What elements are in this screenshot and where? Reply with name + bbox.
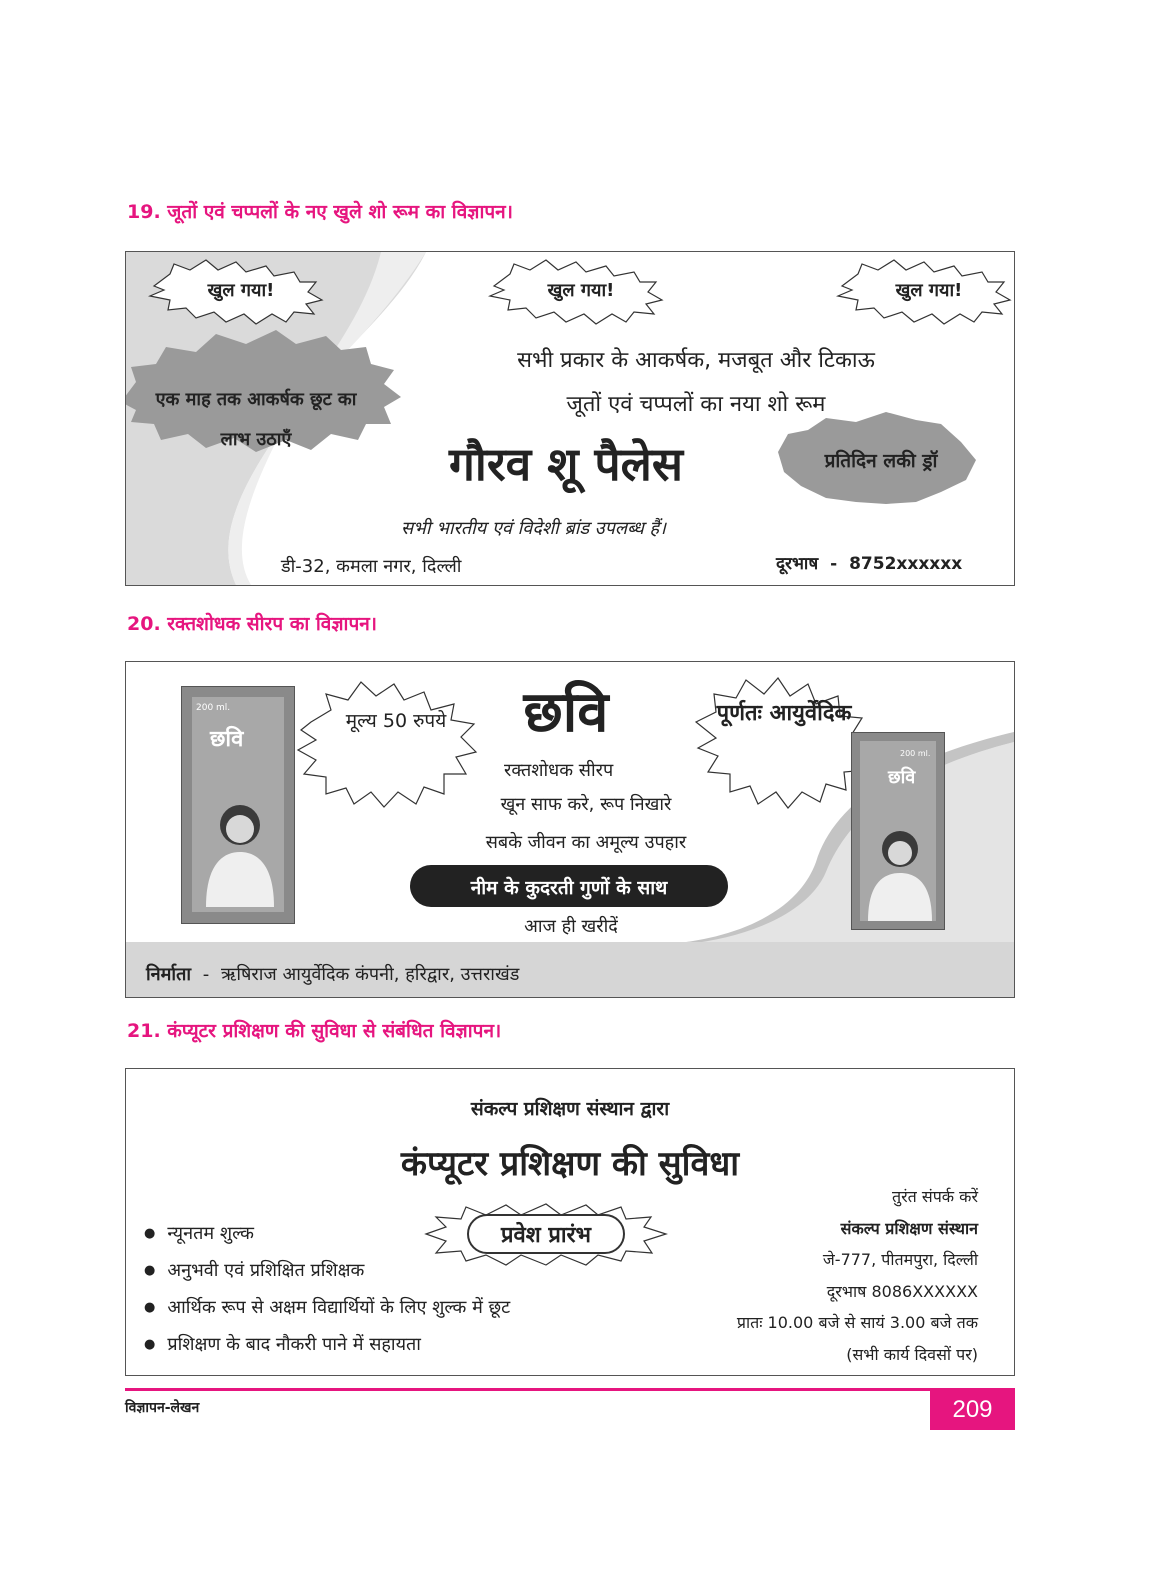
phone-separator: - bbox=[830, 554, 838, 574]
contact-timing: प्रातः 10.00 बजे से सायं 3.00 बजे तक bbox=[736, 1313, 978, 1332]
neem-text: नीम के कुदरती गुणों के साथ bbox=[470, 877, 668, 899]
buy-today: आज ही खरीदें bbox=[524, 916, 618, 937]
syrup-bottle-left bbox=[181, 686, 295, 924]
list-item: ● आर्थिक रूप से अक्षम विद्यार्थियों के लिए शुल्क में छूट bbox=[144, 1289, 510, 1326]
maker-label: निर्माता bbox=[146, 964, 191, 985]
contact-cta: तुरंत संपर्क करें bbox=[892, 1187, 978, 1206]
bottle-volume-left: 200 ml. bbox=[196, 703, 231, 713]
footer-section-title: विज्ञापन-लेखन bbox=[125, 1400, 200, 1416]
price-text: मूल्य 50 रुपये bbox=[345, 710, 447, 732]
lucky-draw-text: प्रतिदिन लकी ड्रॉ bbox=[824, 450, 938, 472]
features-list bbox=[144, 1215, 510, 1363]
syrup-brand-logo: छवि bbox=[523, 680, 609, 745]
offer-text: एक माह तक आकर्षक छूट का लाभ उठाएँ bbox=[155, 389, 357, 450]
heading-ad-19: 19. जूतों एवं चप्पलों के नए खुले शो रूम का विज्ञापन। bbox=[127, 201, 513, 223]
contact-address: जे-777, पीतमपुरा, दिल्ली bbox=[822, 1250, 978, 1269]
shop-address: डी-32, कमला नगर, दिल्ली bbox=[281, 556, 462, 577]
phone-number: 8752xxxxxx bbox=[849, 554, 963, 574]
woman-photo-right bbox=[860, 825, 936, 921]
list-item: ● अनुभवी एवं प्रशिक्षित प्रशिक्षक bbox=[144, 1252, 510, 1289]
price-burst bbox=[298, 682, 476, 807]
tagline-2: सबके जीवन का अमूल्य उपहार bbox=[485, 832, 687, 853]
ayurvedic-burst bbox=[696, 678, 871, 808]
bottle-brand-right: छवि bbox=[888, 767, 916, 788]
training-title: कंप्यूटर प्रशिक्षण की सुविधा bbox=[400, 1144, 740, 1184]
ad19-line-2: जूतों एवं चप्पलों का नया शो रूम bbox=[566, 392, 826, 417]
ad-shoe-palace bbox=[125, 251, 1015, 586]
brands-line: सभी भारतीय एवं विदेशी ब्रांड उपलब्ध हैं। bbox=[401, 518, 666, 539]
contact-phone: दूरभाष 8086XXXXXX bbox=[826, 1281, 978, 1301]
contact-days: (सभी कार्य दिवसों पर) bbox=[846, 1344, 978, 1364]
list-item: ● प्रशिक्षण के बाद नौकरी पाने में सहायता bbox=[144, 1326, 510, 1363]
burst-label-left: खुल गया! bbox=[207, 280, 275, 301]
contact-block bbox=[737, 1181, 978, 1370]
heading-ad-21: 21. कंप्यूटर प्रशिक्षण की सुविधा से संबंधित विज्ञापन। bbox=[127, 1020, 502, 1042]
list-item: ● न्यूनतम शुल्क bbox=[144, 1215, 510, 1252]
ayurvedic-text: पूर्णतः आयुर्वेदिक bbox=[716, 701, 852, 726]
maker-name: ऋषिराज आयुर्वेदिक कंपनी, हरिद्वार, उत्तराखंड bbox=[220, 964, 520, 985]
burst-label-right: खुल गया! bbox=[895, 280, 963, 301]
heading-ad-20: 20. रक्तशोधक सीरप का विज्ञापन। bbox=[127, 613, 377, 635]
shop-phone bbox=[776, 551, 962, 574]
product-type: रक्तशोधक सीरप bbox=[504, 760, 614, 781]
bottle-volume-right: 200 ml. bbox=[900, 749, 931, 758]
tagline-1: खून साफ करे, रूप निखारे bbox=[500, 794, 672, 815]
bottle-brand-left: छवि bbox=[210, 727, 244, 752]
syrup-bottle-right bbox=[851, 732, 945, 930]
footer-rule bbox=[125, 1388, 1015, 1391]
org-line: संकल्प प्रशिक्षण संस्थान द्वारा bbox=[470, 1098, 670, 1120]
manufacturer-line bbox=[146, 962, 519, 986]
phone-label: दूरभाष bbox=[776, 554, 819, 574]
ad-computer-training bbox=[125, 1068, 1015, 1376]
maker-separator: - bbox=[202, 964, 210, 985]
burst-label-center: खुल गया! bbox=[547, 280, 615, 301]
ad-chhavi-syrup bbox=[125, 661, 1015, 998]
woman-photo-left bbox=[196, 797, 280, 907]
page-number: 209 bbox=[930, 1390, 1015, 1430]
admission-text: प्रवेश प्रारंभ bbox=[500, 1223, 592, 1248]
shop-name: गौरव शू पैलेस bbox=[449, 437, 683, 491]
contact-name: संकल्प प्रशिक्षण संस्थान bbox=[840, 1218, 978, 1238]
ad19-line-1: सभी प्रकार के आकर्षक, मजबूत और टिकाऊ bbox=[517, 348, 875, 373]
